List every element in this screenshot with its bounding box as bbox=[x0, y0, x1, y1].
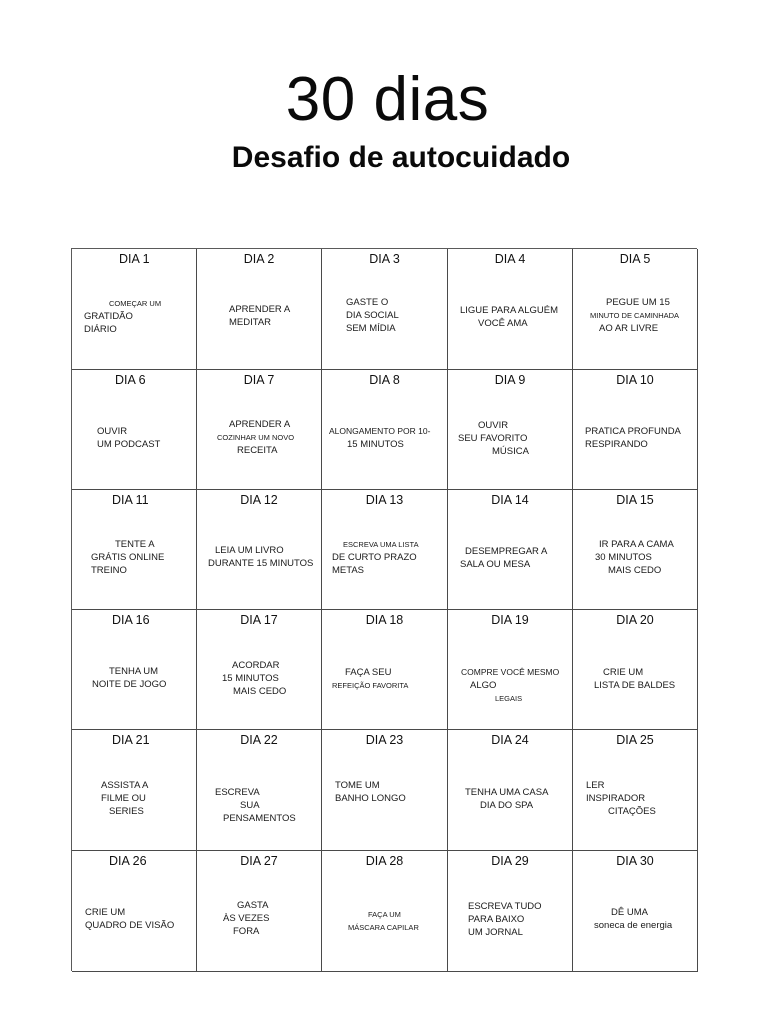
day-label: DIA 21 bbox=[112, 733, 150, 747]
day-task: DESEMPREGAR A SALA OU MESA bbox=[460, 546, 548, 570]
day-cell bbox=[573, 490, 698, 610]
day-cell bbox=[322, 490, 448, 610]
day-task: TENHA UMA CASA DIA DO SPA bbox=[465, 787, 549, 811]
day-task: IR PARA A CAMA 30 MINUTOS MAIS CEDO bbox=[595, 539, 674, 576]
day-cell bbox=[72, 249, 197, 370]
day-cell bbox=[573, 610, 698, 730]
day-cell bbox=[322, 730, 448, 851]
day-cell bbox=[197, 249, 322, 370]
day-label: DIA 28 bbox=[365, 854, 404, 868]
day-task: OUVIR UM PODCAST bbox=[97, 426, 161, 450]
day-task: ESCREVA UMA LISTA DE CURTO PRAZO METAS bbox=[332, 540, 419, 576]
day-task: ASSISTA A FILME OU SERIES bbox=[101, 780, 149, 817]
day-cell bbox=[573, 370, 698, 490]
day-label: DIA 13 bbox=[365, 493, 404, 507]
day-task: APRENDER A COZINHAR UM NOVO RECEITA bbox=[217, 419, 295, 456]
day-cell bbox=[197, 851, 322, 972]
day-label: DIA 27 bbox=[240, 854, 278, 868]
day-label: DIA 25 bbox=[616, 733, 654, 747]
day-task: ESCREVA TUDO PARA BAIXO UM JORNAL bbox=[468, 901, 542, 938]
day-label: DIA 6 bbox=[115, 373, 146, 387]
day-label: DIA 23 bbox=[365, 733, 404, 747]
day-label: DIA 5 bbox=[619, 252, 651, 266]
day-label: DIA 26 bbox=[109, 854, 147, 868]
day-label: DIA 8 bbox=[369, 373, 400, 387]
day-label: DIA 9 bbox=[494, 373, 526, 387]
day-label: DIA 11 bbox=[112, 493, 149, 507]
day-task: CRIE UM QUADRO DE VISÃO bbox=[85, 907, 175, 931]
day-cell bbox=[72, 370, 197, 490]
day-label: DIA 18 bbox=[365, 613, 404, 627]
day-cell bbox=[72, 610, 197, 730]
day-cell bbox=[197, 490, 322, 610]
day-task: OUVIR SEU FAVORITO MÚSICA bbox=[458, 420, 529, 457]
day-cell bbox=[448, 610, 573, 730]
day-label: DIA 1 bbox=[119, 252, 150, 266]
day-label: DIA 7 bbox=[243, 373, 275, 387]
day-label: DIA 24 bbox=[491, 733, 529, 747]
day-task: COMEÇAR UM GRATIDÃO DIÁRIO bbox=[84, 299, 162, 335]
day-label: DIA 3 bbox=[369, 252, 400, 266]
day-task: GASTE O DIA SOCIAL SEM MÍDIA bbox=[346, 297, 399, 334]
day-task: FAÇA SEU REFEIÇÃO FAVORITA bbox=[332, 667, 409, 690]
day-cell bbox=[322, 370, 448, 490]
day-cell bbox=[573, 851, 698, 972]
challenge-grid bbox=[71, 248, 697, 971]
day-label: DIA 19 bbox=[491, 613, 529, 627]
day-task: TENHA UM NOITE DE JOGO bbox=[92, 666, 167, 690]
day-label: DIA 4 bbox=[494, 252, 526, 266]
day-cell bbox=[322, 610, 448, 730]
day-label: DIA 15 bbox=[616, 493, 654, 507]
day-task: CRIE UM LISTA DE BALDES bbox=[594, 667, 676, 691]
day-cell bbox=[197, 610, 322, 730]
day-label: DIA 30 bbox=[616, 854, 654, 868]
day-label: DIA 14 bbox=[491, 493, 529, 507]
day-task: FAÇA UM MÁSCARA CAPILAR bbox=[348, 910, 419, 932]
day-task: TOME UM BANHO LONGO bbox=[335, 780, 406, 804]
day-cell bbox=[72, 490, 197, 610]
day-cell bbox=[322, 249, 448, 370]
day-cell bbox=[448, 249, 573, 370]
day-task: TENTE A GRÁTIS ONLINE TREINO bbox=[91, 539, 165, 576]
day-cell bbox=[448, 490, 573, 610]
day-label: DIA 20 bbox=[616, 613, 654, 627]
day-task: GASTA ÀS VEZES FORA bbox=[223, 900, 270, 937]
day-task: LEIA UM LIVRO DURANTE 15 MINUTOS bbox=[208, 545, 314, 569]
day-cell bbox=[72, 851, 197, 972]
day-label: DIA 29 bbox=[491, 854, 529, 868]
day-cell bbox=[448, 851, 573, 972]
day-task: COMPRE VOCÊ MESMO ALGO LEGAIS bbox=[461, 667, 560, 703]
day-task: LIGUE PARA ALGUÉM VOCÊ AMA bbox=[460, 305, 559, 329]
day-cell bbox=[72, 730, 197, 851]
day-task: LER INSPIRADOR CITAÇÕES bbox=[586, 780, 656, 817]
day-cell bbox=[197, 730, 322, 851]
day-task: ESCREVA SUA PENSAMENTOS bbox=[215, 787, 296, 824]
day-cell bbox=[448, 370, 573, 490]
day-task: ACORDAR 15 MINUTOS MAIS CEDO bbox=[222, 660, 287, 697]
page-title: 30 dias bbox=[285, 65, 490, 134]
day-label: DIA 2 bbox=[243, 252, 275, 266]
day-label: DIA 12 bbox=[240, 493, 278, 507]
day-cell bbox=[573, 249, 698, 370]
day-task: PEGUE UM 15 MINUTO DE CAMINHADA AO AR LIVRE bbox=[590, 297, 680, 334]
day-cell bbox=[322, 851, 448, 972]
page-subtitle: Desafio de autocuidado bbox=[231, 141, 571, 174]
day-cell bbox=[448, 730, 573, 851]
day-label: DIA 22 bbox=[240, 733, 278, 747]
day-task: PRATICA PROFUNDA RESPIRANDO bbox=[585, 426, 681, 450]
day-task: ALONGAMENTO POR 10- 15 MINUTOS bbox=[329, 426, 431, 450]
day-label: DIA 16 bbox=[112, 613, 150, 627]
day-label: DIA 17 bbox=[240, 613, 278, 627]
day-cell bbox=[573, 730, 698, 851]
day-task: APRENDER A MEDITAR bbox=[229, 304, 291, 328]
day-cell bbox=[197, 370, 322, 490]
day-label: DIA 10 bbox=[616, 373, 654, 387]
day-task: DÊ UMA soneca de energia bbox=[594, 907, 673, 931]
